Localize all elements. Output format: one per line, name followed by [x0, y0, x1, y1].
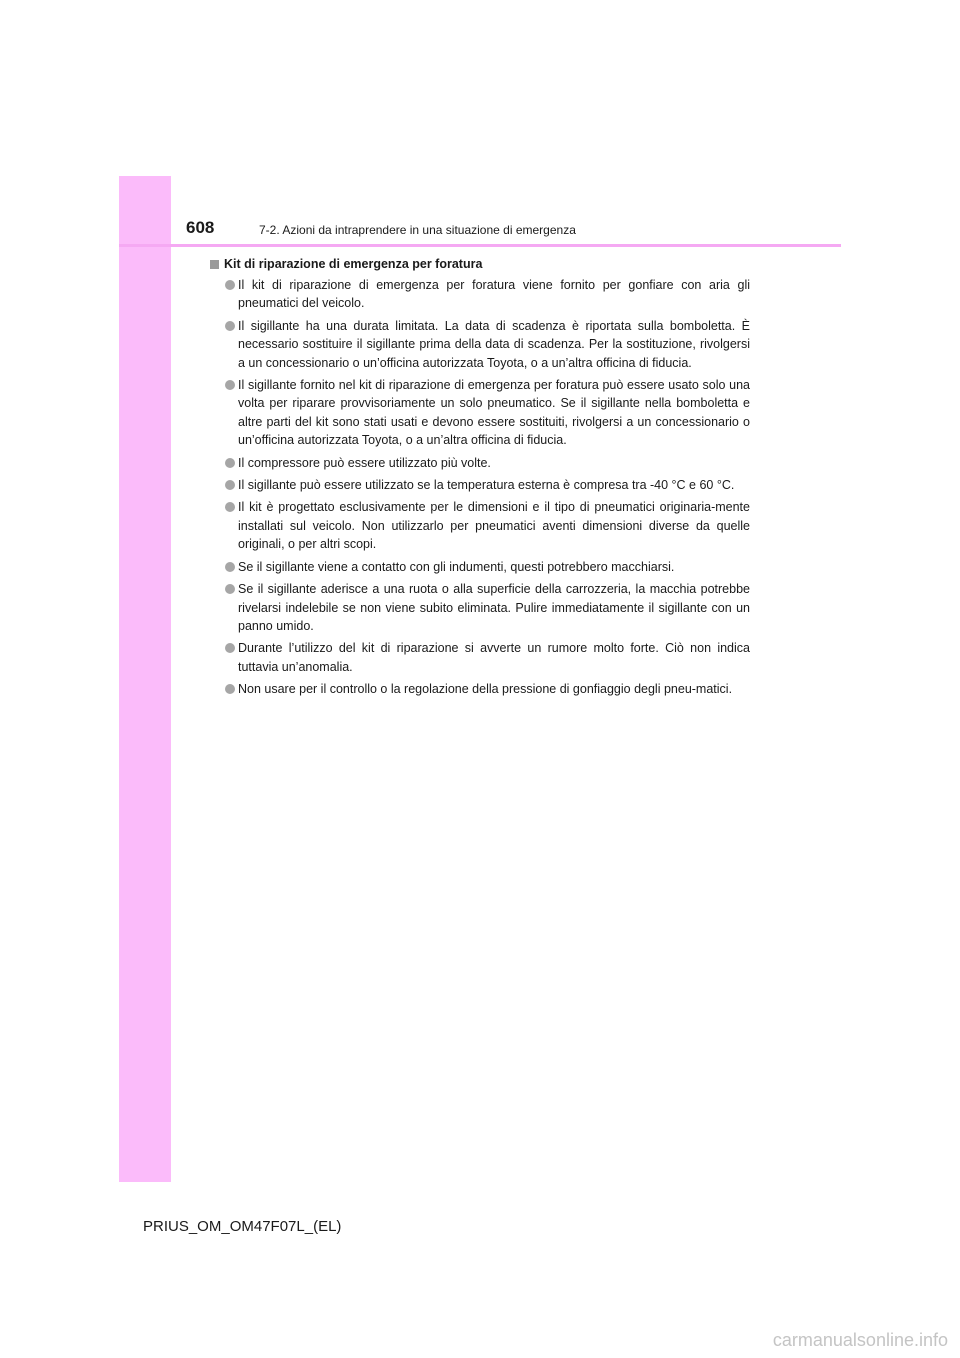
circle-bullet-icon — [225, 502, 235, 512]
page-number: 608 — [186, 218, 215, 237]
subheading — [210, 255, 750, 273]
document-code: PRIUS_OM_OM47F07L_(EL) — [143, 1218, 342, 1235]
list-item: Durante l’utilizzo del kit di riparazione si avverte un rumore molto forte. Ciò non indica tuttavia un’anomalia. — [210, 639, 750, 676]
list-item: Il sigillante può essere utilizzato se la temperatura esterna è compresa tra -40 °C e 60 °C. — [210, 476, 750, 494]
list-item: Il sigillante ha una durata limitata. La data di scadenza è riportata sulla bomboletta. È necessario sostituire il sigillante prima della data di scadenza. Per la sostituzione, rivolgersi a un concessionario o un’officina autorizzata Toyota, o a un’altra officina di fiducia. — [210, 317, 750, 372]
circle-bullet-icon — [225, 480, 235, 490]
circle-bullet-icon — [225, 643, 235, 653]
circle-bullet-icon — [225, 562, 235, 572]
page-content — [210, 255, 750, 703]
header-rule — [119, 244, 841, 247]
circle-bullet-icon — [225, 584, 235, 594]
list-item: Se il sigillante aderisce a una ruota o alla superficie della carrozzeria, la macchia potrebbe rivelarsi indelebile se non viene subito eliminata. Pulire immediatamente il sigillante con un panno umido. — [210, 580, 750, 635]
list-item: Il kit è progettato esclusivamente per le dimensioni e il tipo di pneumatici originaria-mente installati sul veicolo. Non utilizzarlo per pneumatici aventi dimensioni diverse da quelle originali, o per altri scopi. — [210, 498, 750, 553]
subheading-text: Kit di riparazione di emergenza per foratura — [224, 257, 483, 271]
square-bullet-icon — [210, 260, 219, 269]
circle-bullet-icon — [225, 380, 235, 390]
chapter-side-band — [119, 176, 171, 1182]
list-item: Il sigillante fornito nel kit di riparazione di emergenza per foratura può essere usato solo una volta per riparare provvisoriamente un solo pneumatico. Se il sigillante nella bomboletta e altre parti del kit sono stati usati e devono essere sostituiti, rivolgersi a un concessionario o un’officina autorizzata Toyota, o a un’altra officina di fiducia. — [210, 376, 750, 450]
bullet-list — [210, 276, 750, 699]
circle-bullet-icon — [225, 458, 235, 468]
list-item: Il compressore può essere utilizzato più volte. — [210, 454, 750, 472]
circle-bullet-icon — [225, 684, 235, 694]
watermark: carmanualsonline.info — [772, 1330, 948, 1350]
list-item: Il kit di riparazione di emergenza per foratura viene fornito per gonfiare con aria gli pneumatici del veicolo. — [210, 276, 750, 313]
section-title: 7-2. Azioni da intraprendere in una situazione di emergenza — [259, 223, 576, 237]
list-item: Non usare per il controllo o la regolazione della pressione di gonfiaggio degli pneu-matici. — [210, 680, 750, 698]
list-item: Se il sigillante viene a contatto con gli indumenti, questi potrebbero macchiarsi. — [210, 558, 750, 576]
circle-bullet-icon — [225, 280, 235, 290]
circle-bullet-icon — [225, 321, 235, 331]
